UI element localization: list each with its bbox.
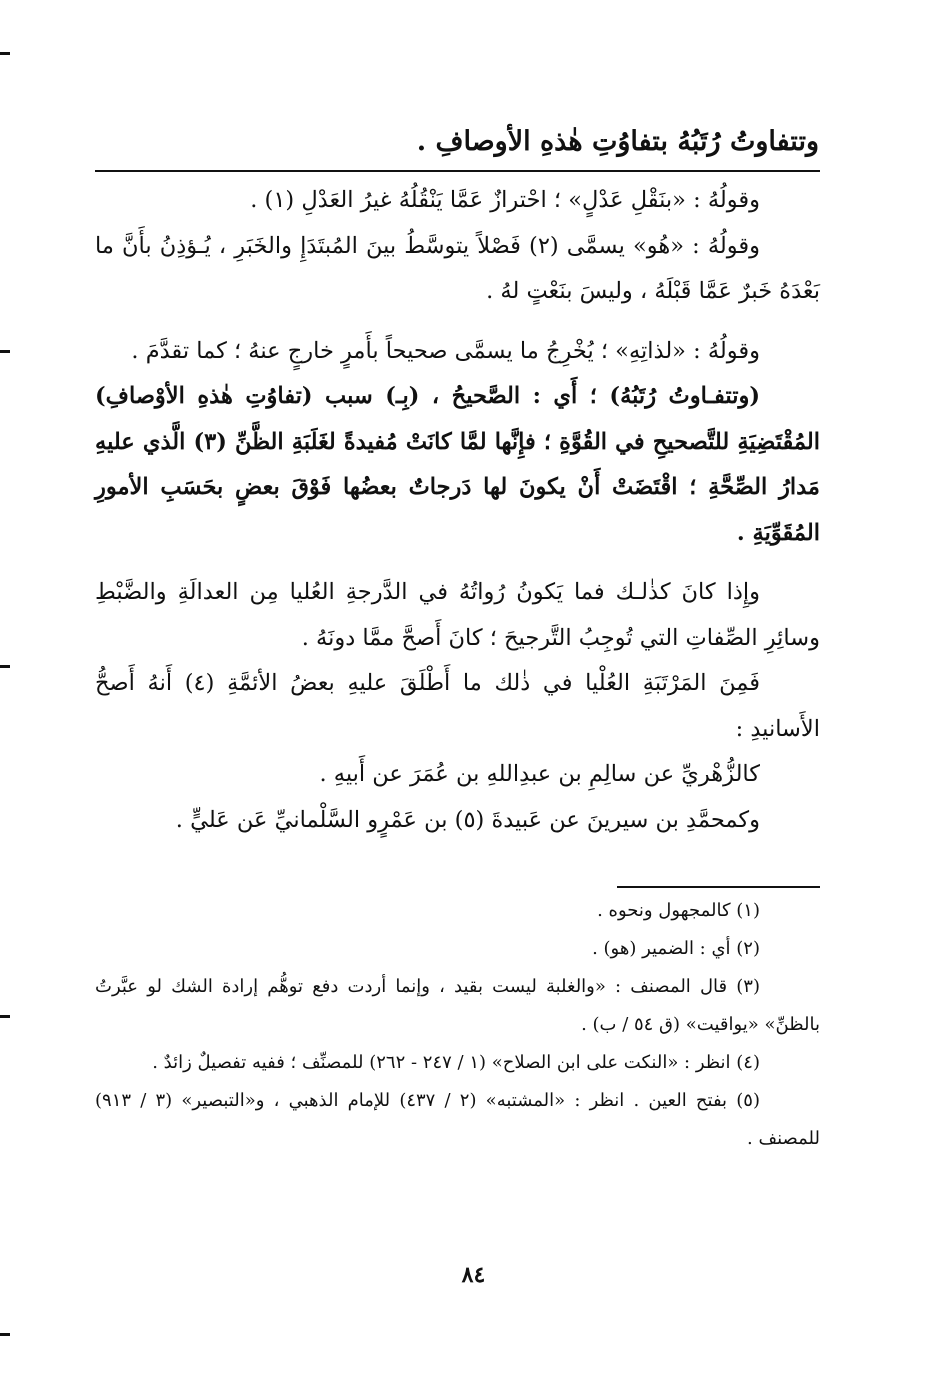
footnote-1: (١) كالمجهول ونحوه . (597, 900, 760, 921)
running-header: وتتفاوتُ رُتَبُهُ بتفاوُتِ هٰذهِ الأوصافِ . (416, 126, 819, 157)
paragraph-muhammad: وكمحمَّدِ بن سيرينَ عن عَبيدةَ (٥) بن عَمْرٍو السَّلْمانيِّ عَن عَليٍّ . (175, 806, 760, 833)
paragraph-lidhatihi: وقولُهُ : «لذاتِهِ» ؛ يُخْرِجُ ما يسمَّى صحيحاً بأَمرٍ خارجٍ عنهُ ؛ كما تقدَّمَ . (131, 337, 760, 364)
footnotes (95, 892, 820, 1158)
footnote-3: (٣) قال المصنف : «والغلبة ليست بقيد ، وإنما أردت دفع توهُّم إرادة الشك لو عبَّرتُ بالظنِّ» «يواقيت» (ق ٥٤ / ب) . (95, 976, 820, 1035)
margin-tick (0, 1015, 10, 1018)
header-divider (95, 170, 820, 172)
footnote-divider (617, 886, 820, 888)
margin-tick (0, 52, 10, 55)
paragraph-adl: وقولُهُ : «بنَقْلِ عَدْلٍ» ؛ احْترازٌ عَمَّا يَنْقُلُهُ غيرُ العَدْلِ (١) . (250, 187, 760, 213)
margin-tick (0, 1333, 10, 1336)
footnote-4: (٤) انظر : «النكت على ابن الصلاح» (١ / ٢٤٧ - ٢٦٢) للمصنِّف ؛ ففيه تفصيلٌ زائدٌ . (152, 1052, 760, 1073)
paragraph-tafawut: (وتتفـاوتُ رُتَبُهُ) ؛ أَي : الصَّحيحُ ، (بِـ) سبب (تفاوُتِ هٰذهِ الأوْصافِ) المُقْتَضِيَةِ للتَّصحيحِ في القُوَّةِ ؛ فإِنَّها لمَّا كانَتْ مُفيدةً لغَلَبَةِ الظَّنِّ (٣) الَّذي عليهِ مَدارُ الصِّحَّةِ ؛ اقْتَضَتْ أَنْ يكونَ لها دَرجاتٌ بعضُها فَوْقَ بعضٍ بحَسَبِ الأمورِ المُقَوِّيَةِ . (95, 383, 820, 546)
margin-tick (0, 665, 10, 668)
margin-tick (0, 350, 10, 353)
paragraph-martaba: فَمِنَ المَرْتَبَةِ العُلْيا في ذٰلك ما أَطْلَقَ عليهِ بعضُ الأئمَّةِ (٤) أَنهُ أَصحُّ الأَسانيدِ : (95, 670, 820, 742)
main-text (95, 178, 820, 843)
paragraph-wa-idha: وإِذا كانَ كذٰلـك فما يَكونُ رُواتُهُ في الدَّرجةِ العُليا مِن العدالَةِ والضَّبْطِ وسائِرِ الصِّفاتِ التي تُوجِبُ التَّرجيحَ ؛ كانَ أَصحَّ ممَّا دونَهُ . (95, 579, 820, 651)
footnote-2: (٢) أي : الضمير (هو) . (592, 938, 760, 959)
paragraph-zuhri: كالزُّهْريِّ عن سالِمِ بن عبدِاللهِ بن عُمَرَ عن أَبيهِ . (319, 761, 760, 787)
page-number: ٨٤ (461, 1262, 486, 1288)
paragraph-huwa: وقولُهُ : «هُو» يسمَّى (٢) فَصْلاً يتوسَّطُ بينَ المُبتَدَإِ والخَبَرِ ، يُـؤذِنُ بأَنَّ ما بَعْدَهُ خَبرٌ عَمَّا قَبْلَهُ ، وليسَ بنَعْتٍ لهُ . (95, 232, 820, 304)
footnote-5: (٥) بفتح العين . انظر : «المشتبه» (٢ / ٤٣٧) للإمام الذهبي ، و«التبصير» (٣ / ٩١٣) للمصنف . (95, 1090, 820, 1149)
